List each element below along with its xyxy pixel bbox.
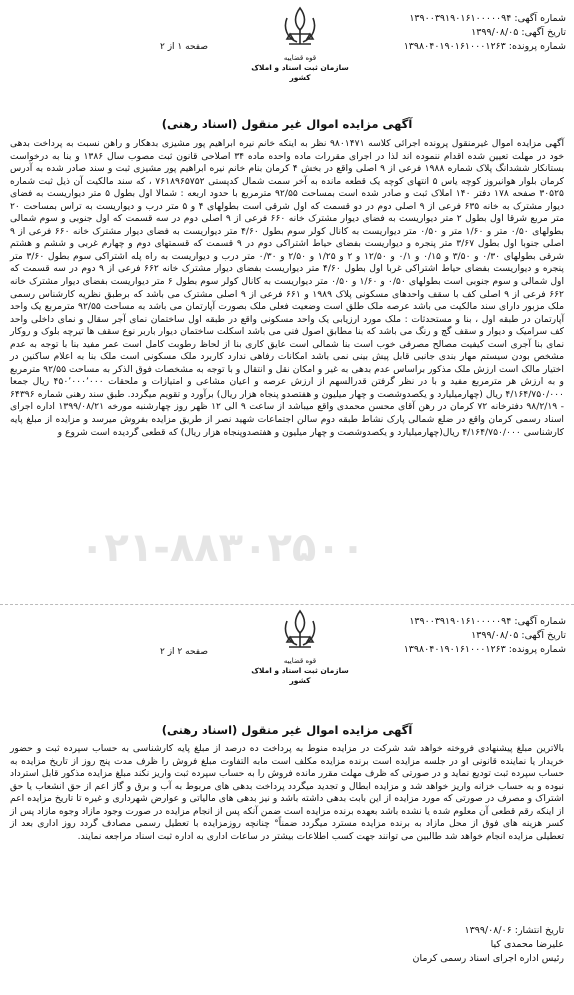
notice-body: بالاترین مبلغ پیشنهادی فروخته خواهد شد شرکت در مزایده منوط به پرداخت ده درصد از مبلغ پایه کارشناسی به حساب سپرده ثبت و حضور خریدار یا نماینده قانونی او در جلسه مزایده است برنده مزایده مکلف است مابه التفاوت مبلغ فروش را ظرف مدت پنج روز از تاریخ مزایده به حساب سپرده ثبت تودیع نماید و در صورتی که ظرف مهلت مقرر مانده فروش را به حساب سپرده ثبت واریز نکند مبلغ مزایده مذکور قابل استرداد نبوده و به حساب خزانه واریز خواهد شد و مزایده ابطال و تجدید میگردد پرداخت بدهی های مربوط به آب و برق و گاز اعم از حق انشعاب یا حق اشتراک و مصرف در صورتی که مورد مزایده از این بابت بدهی داشته باشد و نیز بدهی های مالیاتی و عوارض شهرداری و غیره تا تاریخ مزایده اعم از اینکه رقم قطعی آن معلوم شده یا نشده باشد بعهده برنده مزایده است ضمن آنکه پس از انجام مزایده در صورت وجود مازاد وجوه مازاد پس از کسر هزینه های فوق از محل مازاد به برنده مزایده مسترد میگردد ضمناً° چنانچه روزمزایده با تعطیل رسمی مصادف گردد روز اداری بعد از تعطیلی مزایده انجام خواهد شد طالبین می توانند جهت کسب اطلاعات بیشتر در ساعات اداری به اداره ثبت اسناد مراجعه نمایند. <box>10 743 564 842</box>
judiciary-emblem-icon <box>277 4 323 50</box>
case-number: شماره پرونده: ۱۳۹۸۰۴۰۱۹۰۱۶۱۰۰۰۱۲۶۳ <box>403 644 566 655</box>
notice-title: آگهی مزایده اموال غیر منقول (اسناد رهنی) <box>161 117 413 131</box>
notice-date: تاریخ آگهی: ۱۳۹۹/۰۸/۰۵ <box>471 27 566 38</box>
notice-meta <box>404 12 566 54</box>
signer-title: رئیس اداره اجرای اسناد رسمی کرمان <box>412 953 564 964</box>
notice-number: شماره آگهی: ۱۳۹۰۰۳۹۱۹۰۱۶۱۰۰۰۰۰۹۴ <box>409 13 566 24</box>
judiciary-logo <box>250 607 350 686</box>
signer-name: علیرضا محمدی کیا <box>490 939 564 950</box>
page-number: صفحه ۲ از ۲ <box>160 647 208 657</box>
notice-number: شماره آگهی: ۱۳۹۰۰۳۹۱۹۰۱۶۱۰۰۰۰۰۹۴ <box>409 616 566 627</box>
phone-watermark: ۰۲۱-۸۸۳۰۲۵۰۰ <box>80 525 366 571</box>
judiciary-label: قوه قضاییه <box>283 657 317 665</box>
publish-date: تاریخ انتشار: ۱۳۹۹/۰۸/۰۶ <box>464 925 564 936</box>
notice-date: تاریخ آگهی: ۱۳۹۹/۰۸/۰۵ <box>471 630 566 641</box>
page-number: صفحه ۱ از ۲ <box>160 42 208 52</box>
notice-meta <box>404 615 566 657</box>
notice-title: آگهی مزایده اموال غیر منقول (اسناد رهنی) <box>161 723 413 737</box>
judiciary-logo <box>250 4 350 83</box>
notice-body: آگهی مزایده اموال غیرمنقول پرونده اجرائی کلاسه ۹۸۰۱۴۷۱ نظر به اینکه خانم نیره ابراهیم پور مشیزی بدهکار و راهن نسبت به پرداخت بدهی خود در مهلت تعیین شده اقدام ننموده اند لذا در اجرای مقررات ماده واحده ماده ۳۴ اصلاحی قانون ثبت مصوب سال ۱۳۸۶ و بنا به درخواست بستانکار ششدانگ پلاک شماره ۱۹۸۸ فرعی از ۹ اصلی واقع در بخش ۴ کرمان بنام خانم نیره ابراهیم پور مشیزی ثبت و سند صادر شده به آدرس کرمان بلوار هوانیروز کوچه یاس ۵ انتهای کوچه یک قطعه مانده به آخر سمت شمال کدپستی ۷۶۱۸۹۶۵۷۵۲ ، که سند مالکیت آن ذیل ثبت شماره ۳۰۵۲۵ صفحه ۱۷۸ دفتر ۱۴۰ املاک ثبت و صادر شده است بمساحت ۹۲/۵۵ مترمربع با حدود اربعه : شمالا اول بطول ۵ متر دیواریست به فضای دیوار مشترک به خانه ۶۳۵ فرعی از ۹ اصلی دوم در دو قسمت که اول شرقی است بطولهای ۴ و ۵ متر درب و دیواریست به تراس بمساحت ۲۰ متر مربع شرقا اول بطول ۲ متر دیواریست به فضای دیوار مشترک خانه ۶۶۰ فرعی از ۹ اصلی دوم در سه قسمت که اول جنوبی و سوم شمالی بطولهای ۰/۵۰ متر و ۱/۶۰ متر و ۰/۵۰ متر دیواریست به کانال کولر سوم بطول ۴/۶۰ متر دیواریست به فضای دیوار مشترک خانه ۶۶۰ فرعی از ۹ اصلی جنوبا اول بطول ۳/۶۷ متر پنجره و دیواریست بفضای حیاط اشتراکی دوم در ۹ قسمت که قسمتهای دوم و چهارم غربی و ششم و هشتم شرقی بطولهای ۰/۳۰ و ۳/۵۰ و ۰/۱۵ و ۰/۱ و ۱۲/۵۰ و ۲ و ۱/۲۵ و ۲/۵۰ و ۰/۳۰ متر درب و دیواریست به راه پله اشتراکی سوم بطول ۳/۶۰ متر پنجره و دیواریست بفضای حیاط اشتراکی غربا اول بطول ۴/۶۰ متر دیواریست بفضای دیوار مشترک خانه ۶۶۲ فرعی از ۹ دوم در سه قسمت که اول شمالی و سوم جنوبی است بطولهای ۰/۵۰ و ۱/۶۰ و ۰/۵۰ متر دیواریست به کانال کولر سوم بطول ۶ متر دیواریست بفضای دیوار مشترک خانه ۶۶۲ فرعی از ۹ اصلی کف با سقف واحدهای مسکونی پلاک ۱۹۸۹ و ۶۶۱ فرعی از ۹ اصلی مشترک می باشد که برطبق نظریه کارشناس رسمی ملک مزبور دارای سند مالکیت می باشد عرصه ملک طلق است وضعیت فعلی ملک بصورت آپارتمان می باشد به مساحت ۹۲/۵۵ مترمربع یک واحد آپارتمان در طبقه اول ، بنا و مستحدثات : ملک مورد ارزیابی یک واحد مسکونی واقع در طبقه اول ساختمان نمای آجر سقال و نمای داخلی واحد کف سرامیک و دیوار و سقف گچ و رنگ می باشد که بنا مطابق اصول فنی می باشد اسکلت ساختمان دیوار باربر نوع سقف ها تیرچه بلوک و روکار نمای بنا آجری است کیفیت مصالح مصرفی خوب است بنا شمالی است عایق کاری بنا از لحاظ رطوبت کامل است عمر مفید بنا با توجه به عدم مشخص بودن سیستم مهار بندی جانبی قابل پیش بینی نمی باشد امکانات رفاهی ندارد کاربرد ملک مسکونی است ملک بنا به اعلام ساکنین در اختیار مالک است ارزش ملک مذکور براساس عدم بدهی به غیر و امکان نقل و انتقال و با توجه به مشخصات فوق الذکر به مساحت ۹۲/۵۵ مترمربع و به ارزش هر مترمربع مفید و با در نظر گرفتن قدرالسهم از ارزش عرصه و اعیان مشاعی و امتیازات و ملحقات ۴۵۰٬۰۰۰٬۰۰۰ ریال جمعا ۴/۱۶۴/۷۵۰/۰۰۰ ریال (چهارمیلیارد و یکصدوشصت و چهار میلیون و هفتصدو پنجاه هزار ریال) برآورد و تقویم میگردد. طبق سند رهنی شماره ۶۴۳۹۶ - ۹۸/۲/۱۹ دفترخانه ۷۲ کرمان در رهن آقای محسن محمدی واقع میباشد از ساعت ۹ الی ۱۲ ظهر روز چهارشنبه مورخه ۱۳۹۹/۰۸/۲۱ اداره اجرای اسناد رسمی کرمان واقع در ضلع شمالی پارک نشاط طبقه دوم سالن اجتماعات شهید نصر از طریق مزایده بفروش میرسد و مزایده از مبلغ پایه کارشناسی ۴/۱۶۴/۷۵۰/۰۰۰ ریال(چهارمیلیارد و یکصدوشصت و چهار میلیون و هفتصدوپنجاه هزار ریال) که قطعی گردیده است شروع و <box>10 138 565 438</box>
organization-name: سازمان ثبت اسناد و املاک کشور <box>251 666 349 685</box>
judiciary-emblem-icon <box>277 607 323 653</box>
signature-block <box>413 924 565 966</box>
case-number: شماره پرونده: ۱۳۹۸۰۴۰۱۹۰۱۶۱۰۰۰۱۲۶۳ <box>403 41 566 52</box>
organization-name: سازمان ثبت اسناد و املاک کشور <box>251 63 349 82</box>
judiciary-label: قوه قضاییه <box>283 54 317 62</box>
notice-page-2 <box>0 604 574 995</box>
